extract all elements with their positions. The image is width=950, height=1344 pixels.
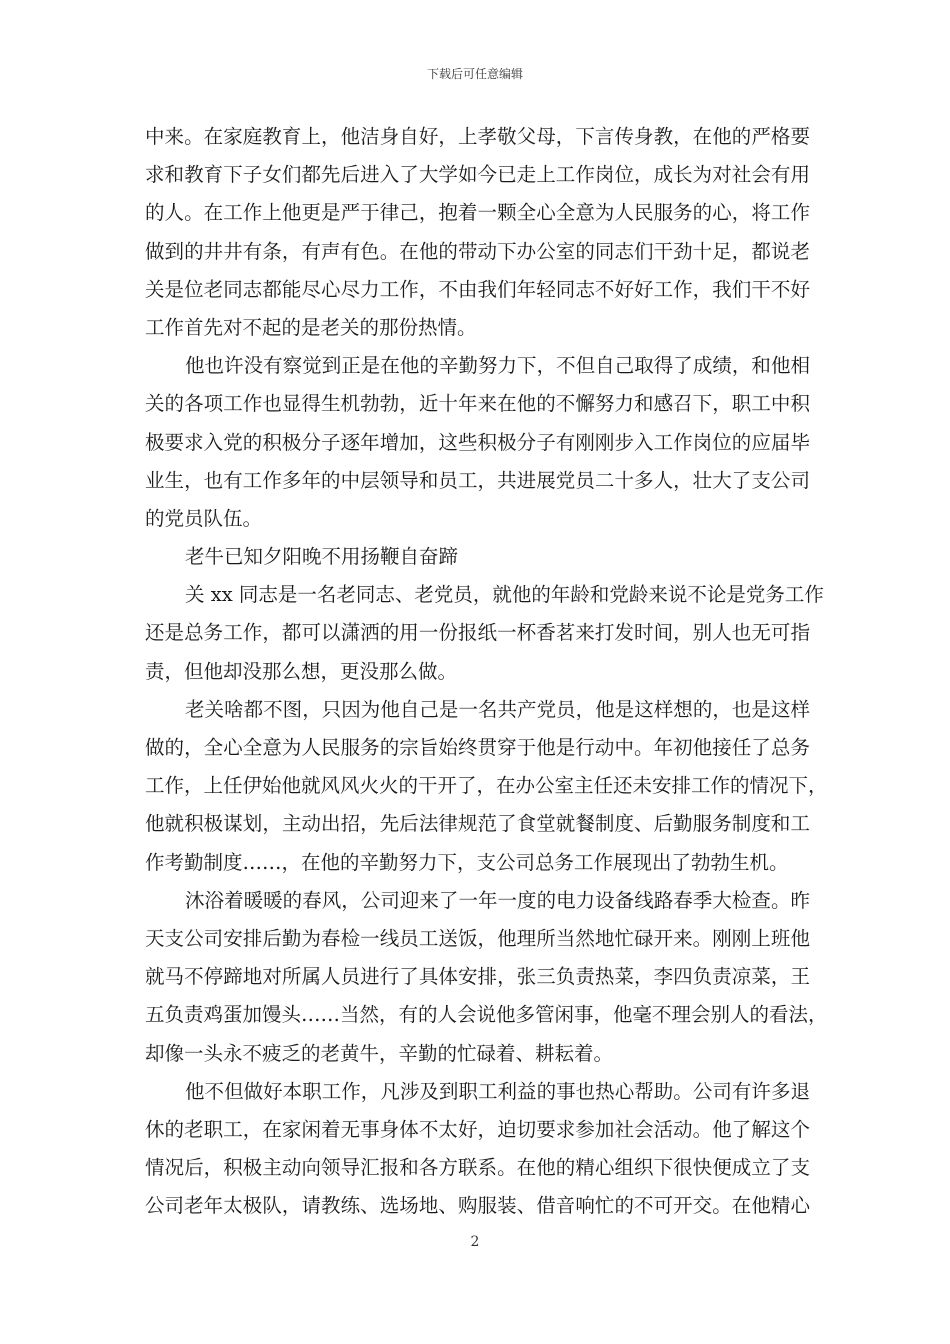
text-line: 老牛已知夕阳晚不用扬鞭自奋蹄 <box>185 545 459 569</box>
text-line: 的党员队伍。 <box>145 506 263 530</box>
text-line: 老关啥都不图，只因为他自己是一名共产党员，他是这样想的，也是这样 <box>185 697 810 721</box>
paragraph <box>145 538 810 576</box>
text-line: 关的各项工作也显得生机勃勃，近十年来在他的不懈努力和感召下，职工中积 <box>145 392 810 416</box>
text-line: 做的，全心全意为人民服务的宗旨始终贯穿于他是行动中。年初他接任了总务 <box>145 736 810 759</box>
text-line: 休的老职工，在家闲着无事身体不太好，迫切要求参加社会活动。他了解这个 <box>145 1117 810 1141</box>
text-line: 情况后，积极主动向领导汇报和各方联系。在他的精心组织下很快便成立了支 <box>145 1156 810 1180</box>
paragraph <box>145 118 810 347</box>
paragraph <box>145 576 824 691</box>
text-line: 中来。在家庭教育上，他洁身自好，上孝敬父母，下言传身教，在他的严格要 <box>145 125 810 148</box>
text-line: 还是总务工作，都可以潇洒的用一份报纸一杯香茗来打发时间，别人也无可指 <box>145 621 810 645</box>
paragraph <box>145 882 828 1073</box>
paragraph <box>145 347 810 538</box>
text-line: 业生，也有工作多年的中层领导和员工，共进展党员二十多人，壮大了支公司 <box>145 468 810 492</box>
text-line: 沐浴着暖暖的春风，公司迎来了一年一度的电力设备线路春季大检查。昨 <box>185 888 810 912</box>
text-line: 他不但做好本职工作，凡涉及到职工利益的事也热心帮助。公司有许多退 <box>185 1079 810 1103</box>
text-line: 求和教育下子女们都先后进入了大学如今已走上工作岗位，成长为对社会有用 <box>145 163 810 187</box>
text-line: 工作首先对不起的是老关的那份热情。 <box>145 315 477 339</box>
page-number: 2 <box>470 1234 480 1250</box>
text-line: 就马不停蹄地对所属人员进行了具体安排，张三负责热菜，李四负责凉菜，王 <box>145 965 810 989</box>
text-line: 关是位老同志都能尽心尽力工作，不由我们年轻同志不好好工作，我们干不好 <box>145 277 810 301</box>
text-line: 他也许没有察觉到正是在他的辛勤努力下，不但自己取得了成绩，和他相 <box>185 354 810 378</box>
paragraph <box>145 1073 810 1226</box>
text-line: 天支公司安排后勤为春检一线员工送饭，他理所当然地忙碌开来。刚刚上班他 <box>145 926 810 950</box>
text-line: 极要求入党的积极分子逐年增加，这些积极分子有刚刚步入工作岗位的应届毕 <box>145 430 810 454</box>
document-body <box>145 118 828 1225</box>
text-line: 责，但他却没那么想，更没那么做。 <box>145 659 458 683</box>
text-line: 作考勤制度……，在他的辛勤努力下，支公司总务工作展现出了勃勃生机。 <box>145 850 789 874</box>
text-line: 工作，上任伊始他就风风火火的干开了，在办公室主任还未安排工作的情况下， <box>145 774 828 798</box>
text-line: 关 xx 同志是一名老同志、老党员，就他的年龄和党龄来说不论是党务工作 <box>185 583 824 607</box>
text-line: 做到的井井有条，有声有色。在他的带动下办公室的同志们干劲十足，都说老 <box>145 239 810 263</box>
paragraph <box>145 691 828 882</box>
text-line: 他就积极谋划，主动出招，先后法律规范了食堂就餐制度、后勤服务制度和工 <box>145 812 810 836</box>
text-line: 五负责鸡蛋加馒头……当然，有的人会说他多管闲事，他毫不理会别人的看法， <box>145 1003 828 1027</box>
text-line: 的人。在工作上他更是严于律己，抱着一颗全心全意为人民服务的心，将工作 <box>145 201 810 225</box>
page-header: 下载后可任意编辑 <box>426 67 523 81</box>
text-line: 公司老年太极队，请教练、选场地、购服装、借音响忙的不可开交。在他精心 <box>145 1194 810 1218</box>
text-line: 却像一头永不疲乏的老黄牛，辛勤的忙碌着、耕耘着。 <box>145 1041 614 1065</box>
